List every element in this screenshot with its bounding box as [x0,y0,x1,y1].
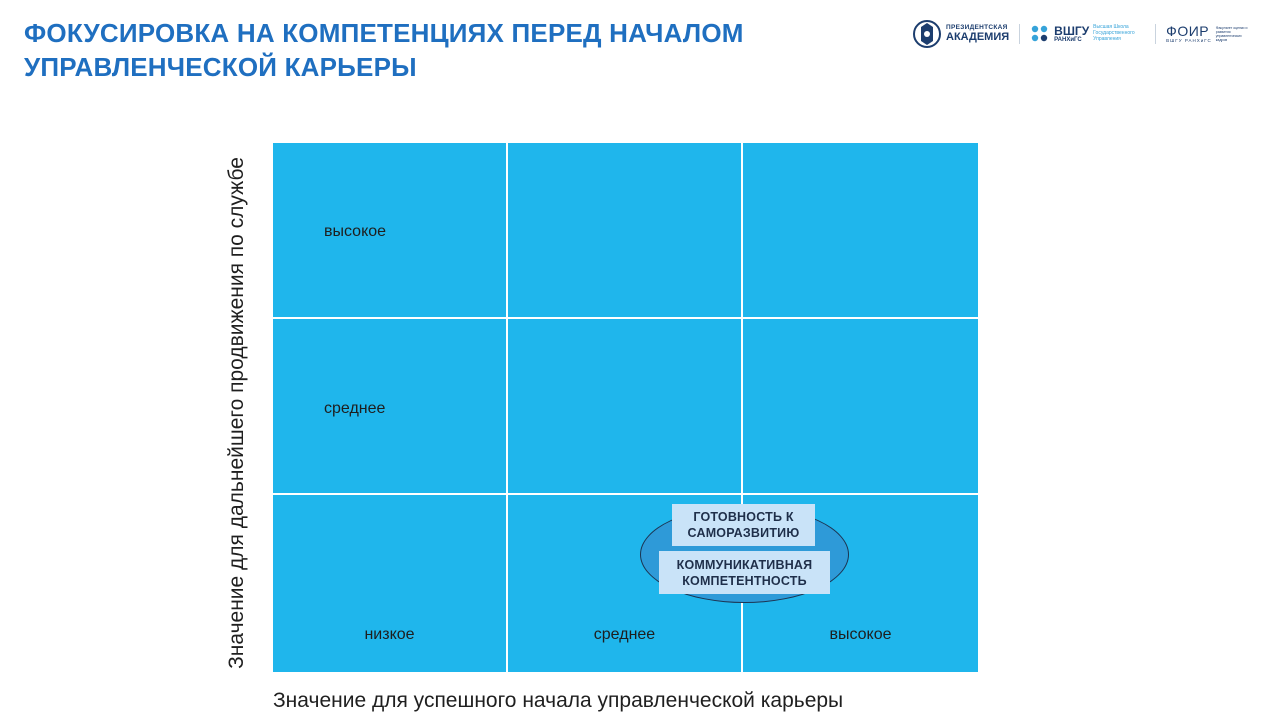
logo-bar [912,8,1274,60]
col-label-high: высокое [829,626,892,643]
foir-sub: ВШГУ РАНХиГС [1166,37,1212,43]
competency-tag-communication [659,551,830,594]
foir-logo [1166,24,1250,43]
matrix-cell [743,319,978,495]
y-axis-label: Значение для дальнейшего продвижения по службе [225,157,248,669]
matrix-cell [273,319,508,495]
row-label-medium: среднее [324,400,386,417]
x-axis-label: Значение для успешного начала управленческой карьеры [273,689,844,712]
row-label-high: высокое [324,223,387,240]
vshgu-dots-icon [1030,24,1050,44]
competency-tag-label: ГОТОВНОСТЬ К САМОРАЗВИТИЮ [687,510,800,540]
matrix-cell [273,143,508,319]
competency-matrix [273,143,978,672]
presidential-academy-logo [912,15,1009,53]
page-title: ФОКУСИРОВКА НА КОМПЕТЕНЦИЯХ ПЕРЕД НАЧАЛОМ УПРАВЛЕНЧЕСКОЙ КАРЬЕРЫ [24,18,744,82]
y-axis-label-wrap [220,112,254,714]
vshgu-sub: РАНХиГС [1054,37,1082,44]
academy-emblem-icon [912,15,942,53]
foir-name: ФОИР [1166,23,1210,40]
logo-divider [1155,24,1156,44]
col-label-medium: среднее [593,626,656,643]
vshgu-name: ВШГУ [1054,23,1090,38]
vshgu-logo [1030,24,1145,44]
matrix-cell [743,143,978,319]
col-label-low: низкое [364,626,415,643]
matrix-cell [508,143,743,319]
competency-tag-label: КОММУНИКАТИВНАЯ КОМПЕТЕНТНОСТЬ [676,557,813,588]
academy-logo-big-text: АКАДЕМИЯ [946,30,1010,43]
academy-logo-small-text: ПРЕЗИДЕНТСКАЯ [946,23,1008,31]
competency-tag-self-development [672,504,815,546]
foir-description: Факультет оценки и развития управленческих кадров [1215,25,1248,43]
vshgu-description: Высшая Школа Государственного Управления [1093,24,1135,42]
logo-divider [1019,24,1020,44]
matrix-cell [508,319,743,495]
matrix-cell [273,495,508,672]
